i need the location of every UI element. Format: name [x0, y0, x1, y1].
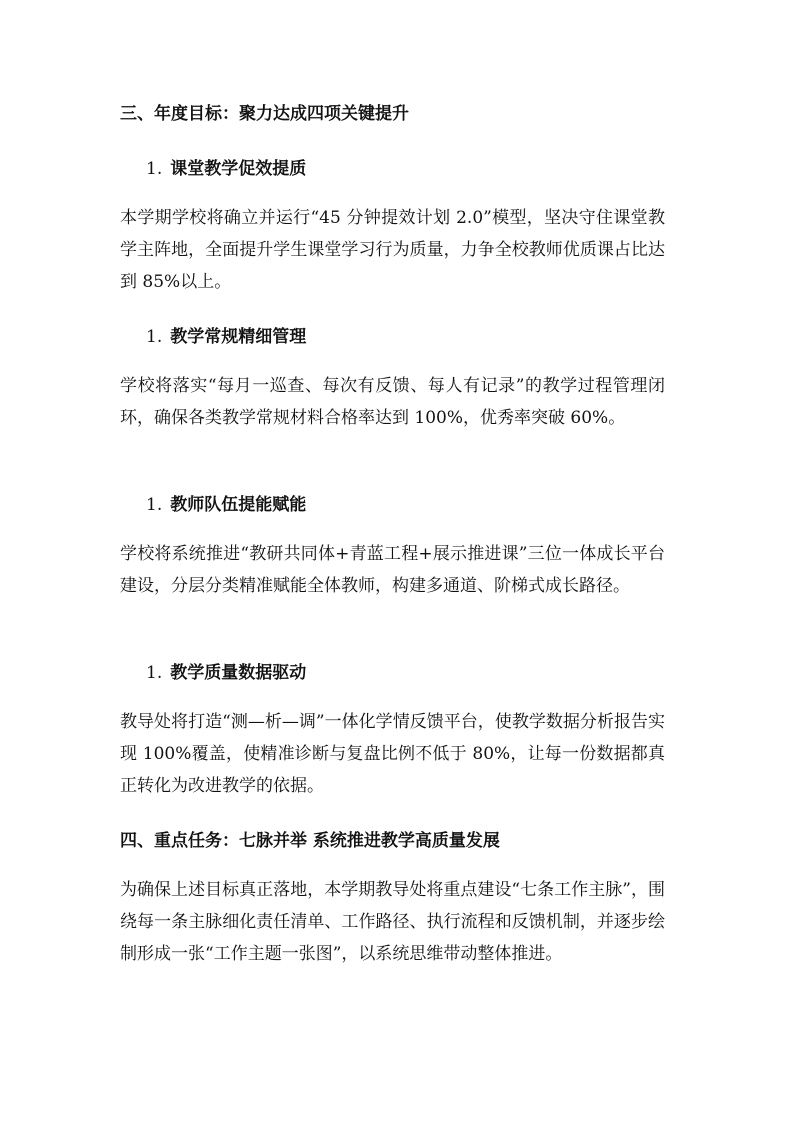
paragraph-classroom-teaching: 本学期学校将确立并运行“45 分钟提效计划 2.0”模型，坚决守住课堂教学主阵地，全面提升学生课堂学习行为质量，力争全校教师优质课占比达到 85%以上。 — [120, 208, 665, 292]
subheading-classroom-teaching — [146, 157, 306, 181]
subheading-teaching-routine — [146, 325, 306, 349]
subheading-title: 教学常规精细管理 — [170, 327, 307, 347]
paragraph-teacher-team: 学校将系统推进“教研共同体+青蓝工程+展示推进课”三位一体成长平台建设，分层分类精准赋能全体教师，构建多通道、阶梯式成长路径。 — [120, 544, 665, 596]
subheading-data-driven — [146, 661, 306, 685]
subheading-title: 教学质量数据驱动 — [170, 663, 307, 683]
paragraph-key-tasks: 为确保上述目标真正落地，本学期教导处将重点建设“七条工作主脉”，围绕每一条主脉细化责任清单、工作路径、执行流程和反馈机制，并逐步绘制形成一张“工作主题一张图”，以系统思维带动整体推进。 — [120, 880, 665, 964]
paragraph-teaching-routine: 学校将落实“每月一巡查、每次有反馈、每人有记录”的教学过程管理闭环，确保各类教学常规材料合格率达到 100%，优秀率突破 60%。 — [120, 376, 665, 428]
subheading-teacher-team — [146, 493, 306, 517]
subheading-title: 课堂教学促效提质 — [170, 159, 307, 179]
list-number: 1. — [146, 159, 163, 179]
list-number: 1. — [146, 663, 163, 683]
section-3-heading: 三、年度目标：聚力达成四项关键提升 — [120, 104, 409, 124]
paragraph-data-driven: 教导处将打造“测—析—调”一体化学情反馈平台，使教学数据分析报告实现 100%覆盖，使精准诊断与复盘比例不低于 80%，让每一份数据都真正转化为改进教学的依据。 — [120, 712, 665, 796]
list-number: 1. — [146, 495, 163, 515]
section-4-heading: 四、重点任务：七脉并举 系统推进教学高质量发展 — [120, 831, 500, 851]
list-number: 1. — [146, 327, 163, 347]
subheading-title: 教师队伍提能赋能 — [170, 495, 307, 515]
